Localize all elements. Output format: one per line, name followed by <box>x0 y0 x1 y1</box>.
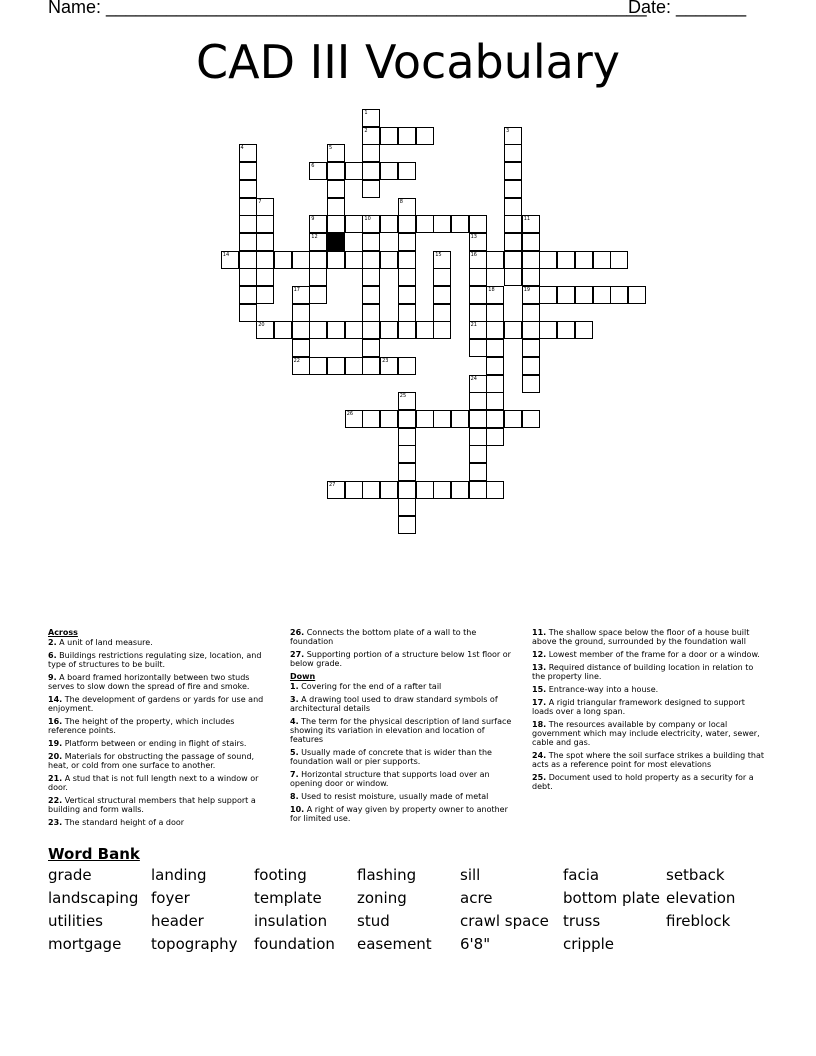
grid-cell[interactable] <box>292 339 310 357</box>
grid-cell[interactable] <box>416 321 434 339</box>
clue-number: 5 <box>329 145 333 152</box>
word-bank-title: Word Bank <box>48 845 140 863</box>
grid-cell[interactable] <box>416 215 434 233</box>
grid-cell[interactable] <box>380 410 398 428</box>
word-bank-word: cripple <box>563 935 615 953</box>
grid-cell[interactable] <box>398 268 416 286</box>
grid-cell[interactable] <box>362 410 380 428</box>
date-field[interactable]: Date: _______ <box>628 0 747 17</box>
grid-cell[interactable] <box>539 321 557 339</box>
grid-cell[interactable] <box>327 357 345 375</box>
grid-cell[interactable] <box>362 109 380 127</box>
grid-cell[interactable] <box>362 162 380 180</box>
grid-cell[interactable] <box>469 375 487 393</box>
clue-number: 13 <box>470 233 477 240</box>
grid-cell[interactable] <box>504 198 522 216</box>
grid-cell[interactable] <box>345 357 363 375</box>
clue-across-22: 22. Vertical structural members that help support a building and form walls. <box>48 796 256 814</box>
grid-cell[interactable] <box>469 445 487 463</box>
grid-cell[interactable] <box>398 233 416 251</box>
grid-cell[interactable] <box>469 392 487 410</box>
grid-cell[interactable] <box>380 321 398 339</box>
clue-number: 17 <box>293 287 300 293</box>
grid-cell[interactable] <box>398 481 416 499</box>
grid-cell[interactable] <box>327 198 345 216</box>
grid-cell[interactable] <box>309 321 327 339</box>
grid-cell[interactable] <box>380 357 398 375</box>
grid-cell[interactable] <box>292 304 310 322</box>
clue-number: 7 <box>258 198 262 205</box>
grid-cell[interactable] <box>416 481 434 499</box>
grid-cell[interactable] <box>362 339 380 357</box>
grid-cell[interactable] <box>451 215 469 233</box>
grid-cell[interactable] <box>451 410 469 428</box>
word-bank-word: 6'8" <box>460 935 491 953</box>
grid-cell[interactable] <box>274 321 292 339</box>
clue-across-19: 19. Platform between or ending in flight of stairs. <box>48 739 247 748</box>
grid-cell[interactable] <box>292 286 310 304</box>
grid-cell[interactable] <box>362 251 380 269</box>
grid-cell[interactable] <box>362 304 380 322</box>
clue-number: 26 <box>346 410 354 417</box>
grid-cell[interactable] <box>398 410 416 428</box>
grid-cell[interactable] <box>398 392 416 410</box>
grid-cell[interactable] <box>522 321 540 339</box>
clue-number: 1 <box>364 110 368 116</box>
grid-cell[interactable] <box>362 233 380 251</box>
grid-cell[interactable] <box>362 357 380 375</box>
grid-cell[interactable] <box>309 268 327 286</box>
grid-cell[interactable] <box>239 233 257 251</box>
clue-down-8: 8. Used to resist moisture, usually made of metal <box>290 792 489 801</box>
clue-down-3: 3. A drawing tool used to draw standard symbols of architectural details <box>290 695 498 713</box>
grid-cell[interactable] <box>504 162 522 180</box>
grid-cell[interactable] <box>309 215 327 233</box>
grid-cell[interactable] <box>239 215 257 233</box>
grid-cell[interactable] <box>522 357 540 375</box>
grid-cell[interactable] <box>486 375 504 393</box>
grid-cell[interactable] <box>256 215 274 233</box>
grid-cell[interactable] <box>398 498 416 516</box>
grid-cell[interactable] <box>362 481 380 499</box>
clue-down-1: 1. Covering for the end of a rafter tail <box>290 682 442 691</box>
grid-cell[interactable] <box>593 286 611 304</box>
grid-cell[interactable] <box>327 321 345 339</box>
grid-cell[interactable] <box>239 144 257 162</box>
grid-cell[interactable] <box>345 321 363 339</box>
clue-down-12: 12. Lowest member of the frame for a door or a window. <box>532 650 760 659</box>
grid-cell[interactable] <box>309 357 327 375</box>
word-bank-word: landscaping <box>48 889 139 907</box>
word-bank-word: facia <box>563 866 600 884</box>
clue-down-7: 7. Horizontal structure that supports load over an opening door or window. <box>290 770 490 788</box>
grid-cell[interactable] <box>345 251 363 269</box>
grid-cell[interactable] <box>239 304 257 322</box>
grid-cell[interactable] <box>345 410 363 428</box>
grid-cell[interactable] <box>239 162 257 180</box>
grid-cell[interactable] <box>256 286 274 304</box>
grid-cell[interactable] <box>486 357 504 375</box>
grid-cell[interactable] <box>256 251 274 269</box>
clues-column-3 <box>532 628 764 795</box>
clue-down-17: 17. A rigid triangular framework designed to support loads over a long span. <box>532 698 745 716</box>
word-bank-word: acre <box>460 889 493 907</box>
grid-cell[interactable] <box>345 215 363 233</box>
grid-cell[interactable] <box>504 233 522 251</box>
clue-number: 22 <box>293 357 300 364</box>
grid-cell[interactable] <box>398 321 416 339</box>
clue-down-24: 24. The spot where the soil surface strikes a building that acts as a reference point for most elevations <box>532 751 764 769</box>
clue-down-5: 5. Usually made of concrete that is wider than the foundation wall or pier supports. <box>290 748 492 766</box>
clue-number: 11 <box>523 216 531 223</box>
grid-cell[interactable] <box>628 286 646 304</box>
clue-number: 10 <box>364 216 371 223</box>
grid-cell[interactable] <box>451 481 469 499</box>
grid-cell[interactable] <box>433 286 451 304</box>
grid-cell[interactable] <box>504 127 522 145</box>
grid-cell[interactable] <box>256 321 274 339</box>
grid-cell[interactable] <box>486 286 504 304</box>
clue-across-26: 26. Connects the bottom plate of a wall to the foundation <box>290 628 477 646</box>
grid-cell[interactable] <box>486 321 504 339</box>
clue-down-25: 25. Document used to hold property as a security for a debt. <box>532 773 754 791</box>
down-heading: Down <box>290 672 316 681</box>
grid-cell[interactable] <box>309 286 327 304</box>
clue-across-2: 2. A unit of land measure. <box>48 638 153 647</box>
clue-number: 21 <box>470 322 477 329</box>
clue-across-14: 14. The development of gardens or yards for use and enjoyment. <box>48 695 264 713</box>
grid-cell[interactable] <box>362 321 380 339</box>
grid-cell[interactable] <box>469 233 487 251</box>
clue-number: 12 <box>311 233 318 240</box>
grid-cell[interactable] <box>557 286 575 304</box>
grid-cell[interactable] <box>469 215 487 233</box>
clues-column-2 <box>290 628 520 827</box>
grid-cell[interactable] <box>433 410 451 428</box>
grid-cell[interactable] <box>522 215 540 233</box>
grid-cell[interactable] <box>469 321 487 339</box>
grid-cell[interactable] <box>256 233 274 251</box>
grid-cell[interactable] <box>416 410 434 428</box>
grid-cell[interactable] <box>256 268 274 286</box>
word-bank-word: stud <box>357 912 390 930</box>
grid-cell[interactable] <box>256 198 274 216</box>
grid-cell[interactable] <box>469 304 487 322</box>
clue-down-13: 13. Required distance of building location in relation to the property line. <box>532 663 754 681</box>
grid-cell[interactable] <box>504 251 522 269</box>
grid-cell[interactable] <box>433 215 451 233</box>
clue-across-21: 21. A stud that is not full length next to a window or door. <box>48 774 259 792</box>
word-bank-word: landing <box>151 866 207 884</box>
grid-cell[interactable] <box>398 304 416 322</box>
grid-cell[interactable] <box>398 357 416 375</box>
grid-cell[interactable] <box>239 268 257 286</box>
grid-cell[interactable] <box>504 268 522 286</box>
grid-cell[interactable] <box>398 162 416 180</box>
grid-cell[interactable] <box>504 180 522 198</box>
grid-cell[interactable] <box>362 180 380 198</box>
word-bank-word: flashing <box>357 866 417 884</box>
clue-number: 25 <box>399 393 407 400</box>
grid-cell[interactable] <box>398 127 416 145</box>
grid-cell[interactable] <box>380 215 398 233</box>
grid-cell[interactable] <box>522 339 540 357</box>
clue-across-16: 16. The height of the property, which includes reference points. <box>48 717 235 735</box>
word-bank-word: foyer <box>151 889 190 907</box>
grid-cell[interactable] <box>292 357 310 375</box>
clue-across-6: 6. Buildings restrictions regulating size, location, and type of structures to be built. <box>48 651 262 669</box>
word-bank-word: insulation <box>254 912 328 930</box>
clue-number: 6 <box>311 163 315 170</box>
clue-number: 16 <box>470 251 477 258</box>
grid-cell[interactable] <box>362 215 380 233</box>
grid-cell[interactable] <box>539 251 557 269</box>
clues-column-1 <box>48 628 270 831</box>
grid-cell[interactable] <box>504 144 522 162</box>
word-bank-word: mortgage <box>48 935 122 953</box>
blocked-cell <box>327 233 345 251</box>
grid-cell[interactable] <box>292 251 310 269</box>
clue-across-20: 20. Materials for obstructing the passage of sound, heat, or cold from one surface to another. <box>48 752 255 770</box>
word-bank-word: sill <box>460 866 481 884</box>
grid-cell[interactable] <box>522 233 540 251</box>
grid-cell[interactable] <box>362 286 380 304</box>
grid-cell[interactable] <box>362 144 380 162</box>
word-bank-word: utilities <box>48 912 103 930</box>
grid-cell[interactable] <box>522 286 540 304</box>
grid-cell[interactable] <box>486 428 504 446</box>
clue-down-11: 11. The shallow space below the floor of a house built above the ground, surrounded by the foundation wall <box>532 628 750 646</box>
word-bank-word: topography <box>151 935 238 953</box>
grid-cell[interactable] <box>309 162 327 180</box>
grid-cell[interactable] <box>380 162 398 180</box>
grid-cell[interactable] <box>593 251 611 269</box>
grid-cell[interactable] <box>486 392 504 410</box>
grid-cell[interactable] <box>327 481 345 499</box>
clue-number: 27 <box>329 481 336 488</box>
grid-cell[interactable] <box>539 286 557 304</box>
grid-cell[interactable] <box>398 516 416 534</box>
grid-cell[interactable] <box>398 215 416 233</box>
grid-cell[interactable] <box>274 251 292 269</box>
clue-number: 20 <box>258 322 265 329</box>
grid-cell[interactable] <box>398 198 416 216</box>
grid-cell[interactable] <box>221 251 239 269</box>
grid-cell[interactable] <box>309 233 327 251</box>
clue-number: 18 <box>488 287 495 293</box>
grid-cell[interactable] <box>380 127 398 145</box>
page-title: CAD III Vocabulary <box>196 35 620 89</box>
grid-cell[interactable] <box>398 445 416 463</box>
clue-number: 14 <box>222 251 230 258</box>
grid-cell[interactable] <box>327 215 345 233</box>
grid-cell[interactable] <box>504 410 522 428</box>
word-bank-word: grade <box>48 866 92 884</box>
grid-cell[interactable] <box>486 410 504 428</box>
word-bank-word: template <box>254 889 322 907</box>
grid-cell[interactable] <box>469 286 487 304</box>
grid-cell[interactable] <box>362 268 380 286</box>
word-bank-word: elevation <box>666 889 736 907</box>
clue-across-9: 9. A board framed horizontally between two studs serves to slow down the spread of fire and smoke. <box>48 673 250 691</box>
grid-cell[interactable] <box>575 321 593 339</box>
clue-number: 4 <box>240 145 244 152</box>
grid-cell[interactable] <box>486 481 504 499</box>
grid-cell[interactable] <box>610 286 628 304</box>
grid-cell[interactable] <box>522 304 540 322</box>
grid-cell[interactable] <box>469 428 487 446</box>
clue-number: 8 <box>399 198 403 205</box>
grid-cell[interactable] <box>345 481 363 499</box>
grid-cell[interactable] <box>309 251 327 269</box>
word-bank-word: zoning <box>357 889 407 907</box>
clue-number: 19 <box>523 287 531 293</box>
grid-cell[interactable] <box>469 463 487 481</box>
grid-cell[interactable] <box>504 215 522 233</box>
grid-cell[interactable] <box>380 251 398 269</box>
clue-down-10: 10. A right of way given by property owner to another for limited use. <box>290 805 508 823</box>
clue-number: 24 <box>470 375 477 382</box>
grid-cell[interactable] <box>239 286 257 304</box>
grid-cell[interactable] <box>486 339 504 357</box>
grid-cell[interactable] <box>557 251 575 269</box>
grid-cell[interactable] <box>557 321 575 339</box>
grid-cell[interactable] <box>362 127 380 145</box>
grid-cell[interactable] <box>433 321 451 339</box>
clue-down-4: 4. The term for the physical description of land surface showing its variation in elevation and location of features <box>290 717 512 744</box>
grid-cell[interactable] <box>469 339 487 357</box>
clue-number: 15 <box>435 251 442 258</box>
grid-cell[interactable] <box>469 481 487 499</box>
grid-cell[interactable] <box>522 268 540 286</box>
word-bank-word: header <box>151 912 204 930</box>
word-bank-word: setback <box>666 866 725 884</box>
grid-cell[interactable] <box>327 180 345 198</box>
grid-cell[interactable] <box>469 251 487 269</box>
grid-cell[interactable] <box>433 304 451 322</box>
grid-cell[interactable] <box>345 162 363 180</box>
word-bank-word: crawl space <box>460 912 549 930</box>
clue-number: 9 <box>311 216 315 223</box>
grid-cell[interactable] <box>239 251 257 269</box>
grid-cell[interactable] <box>610 251 628 269</box>
grid-cell[interactable] <box>486 304 504 322</box>
clue-down-18: 18. The resources available by company or local government which may include electricity, water, sewer, cable and gas. <box>532 720 760 747</box>
grid-cell[interactable] <box>327 162 345 180</box>
grid-cell[interactable] <box>292 321 310 339</box>
grid-cell[interactable] <box>239 180 257 198</box>
grid-cell[interactable] <box>522 375 540 393</box>
name-field[interactable]: Name: ______________________________________________________ <box>48 0 647 17</box>
across-heading: Across <box>48 628 78 637</box>
grid-cell[interactable] <box>469 268 487 286</box>
grid-cell[interactable] <box>398 251 416 269</box>
word-bank-word: foundation <box>254 935 335 953</box>
grid-cell[interactable] <box>398 286 416 304</box>
grid-cell[interactable] <box>327 251 345 269</box>
word-bank-word: bottom plate <box>563 889 661 907</box>
clue-across-23: 23. The standard height of a door <box>48 818 185 827</box>
grid-cell[interactable] <box>575 286 593 304</box>
grid-cell[interactable] <box>398 428 416 446</box>
word-bank-word: fireblock <box>666 912 731 930</box>
grid-cell[interactable] <box>469 410 487 428</box>
grid-cell[interactable] <box>522 410 540 428</box>
grid-cell[interactable] <box>433 251 451 269</box>
word-bank-word: truss <box>563 912 601 930</box>
clue-number: 2 <box>364 127 368 134</box>
grid-cell[interactable] <box>416 127 434 145</box>
grid-cell[interactable] <box>433 481 451 499</box>
grid-cell[interactable] <box>239 198 257 216</box>
grid-cell[interactable] <box>327 144 345 162</box>
grid-cell[interactable] <box>575 251 593 269</box>
grid-cell[interactable] <box>522 251 540 269</box>
clue-across-27: 27. Supporting portion of a structure below 1st floor or below grade. <box>290 650 511 668</box>
grid-cell[interactable] <box>433 268 451 286</box>
clue-number: 3 <box>506 127 510 134</box>
clue-down-15: 15. Entrance-way into a house. <box>532 685 659 694</box>
grid-cell[interactable] <box>486 251 504 269</box>
grid-cell[interactable] <box>380 481 398 499</box>
grid-cell[interactable] <box>398 463 416 481</box>
clue-number: 23 <box>382 357 389 364</box>
word-bank-word: easement <box>357 935 432 953</box>
word-bank-word: footing <box>254 866 307 884</box>
grid-cell[interactable] <box>504 321 522 339</box>
